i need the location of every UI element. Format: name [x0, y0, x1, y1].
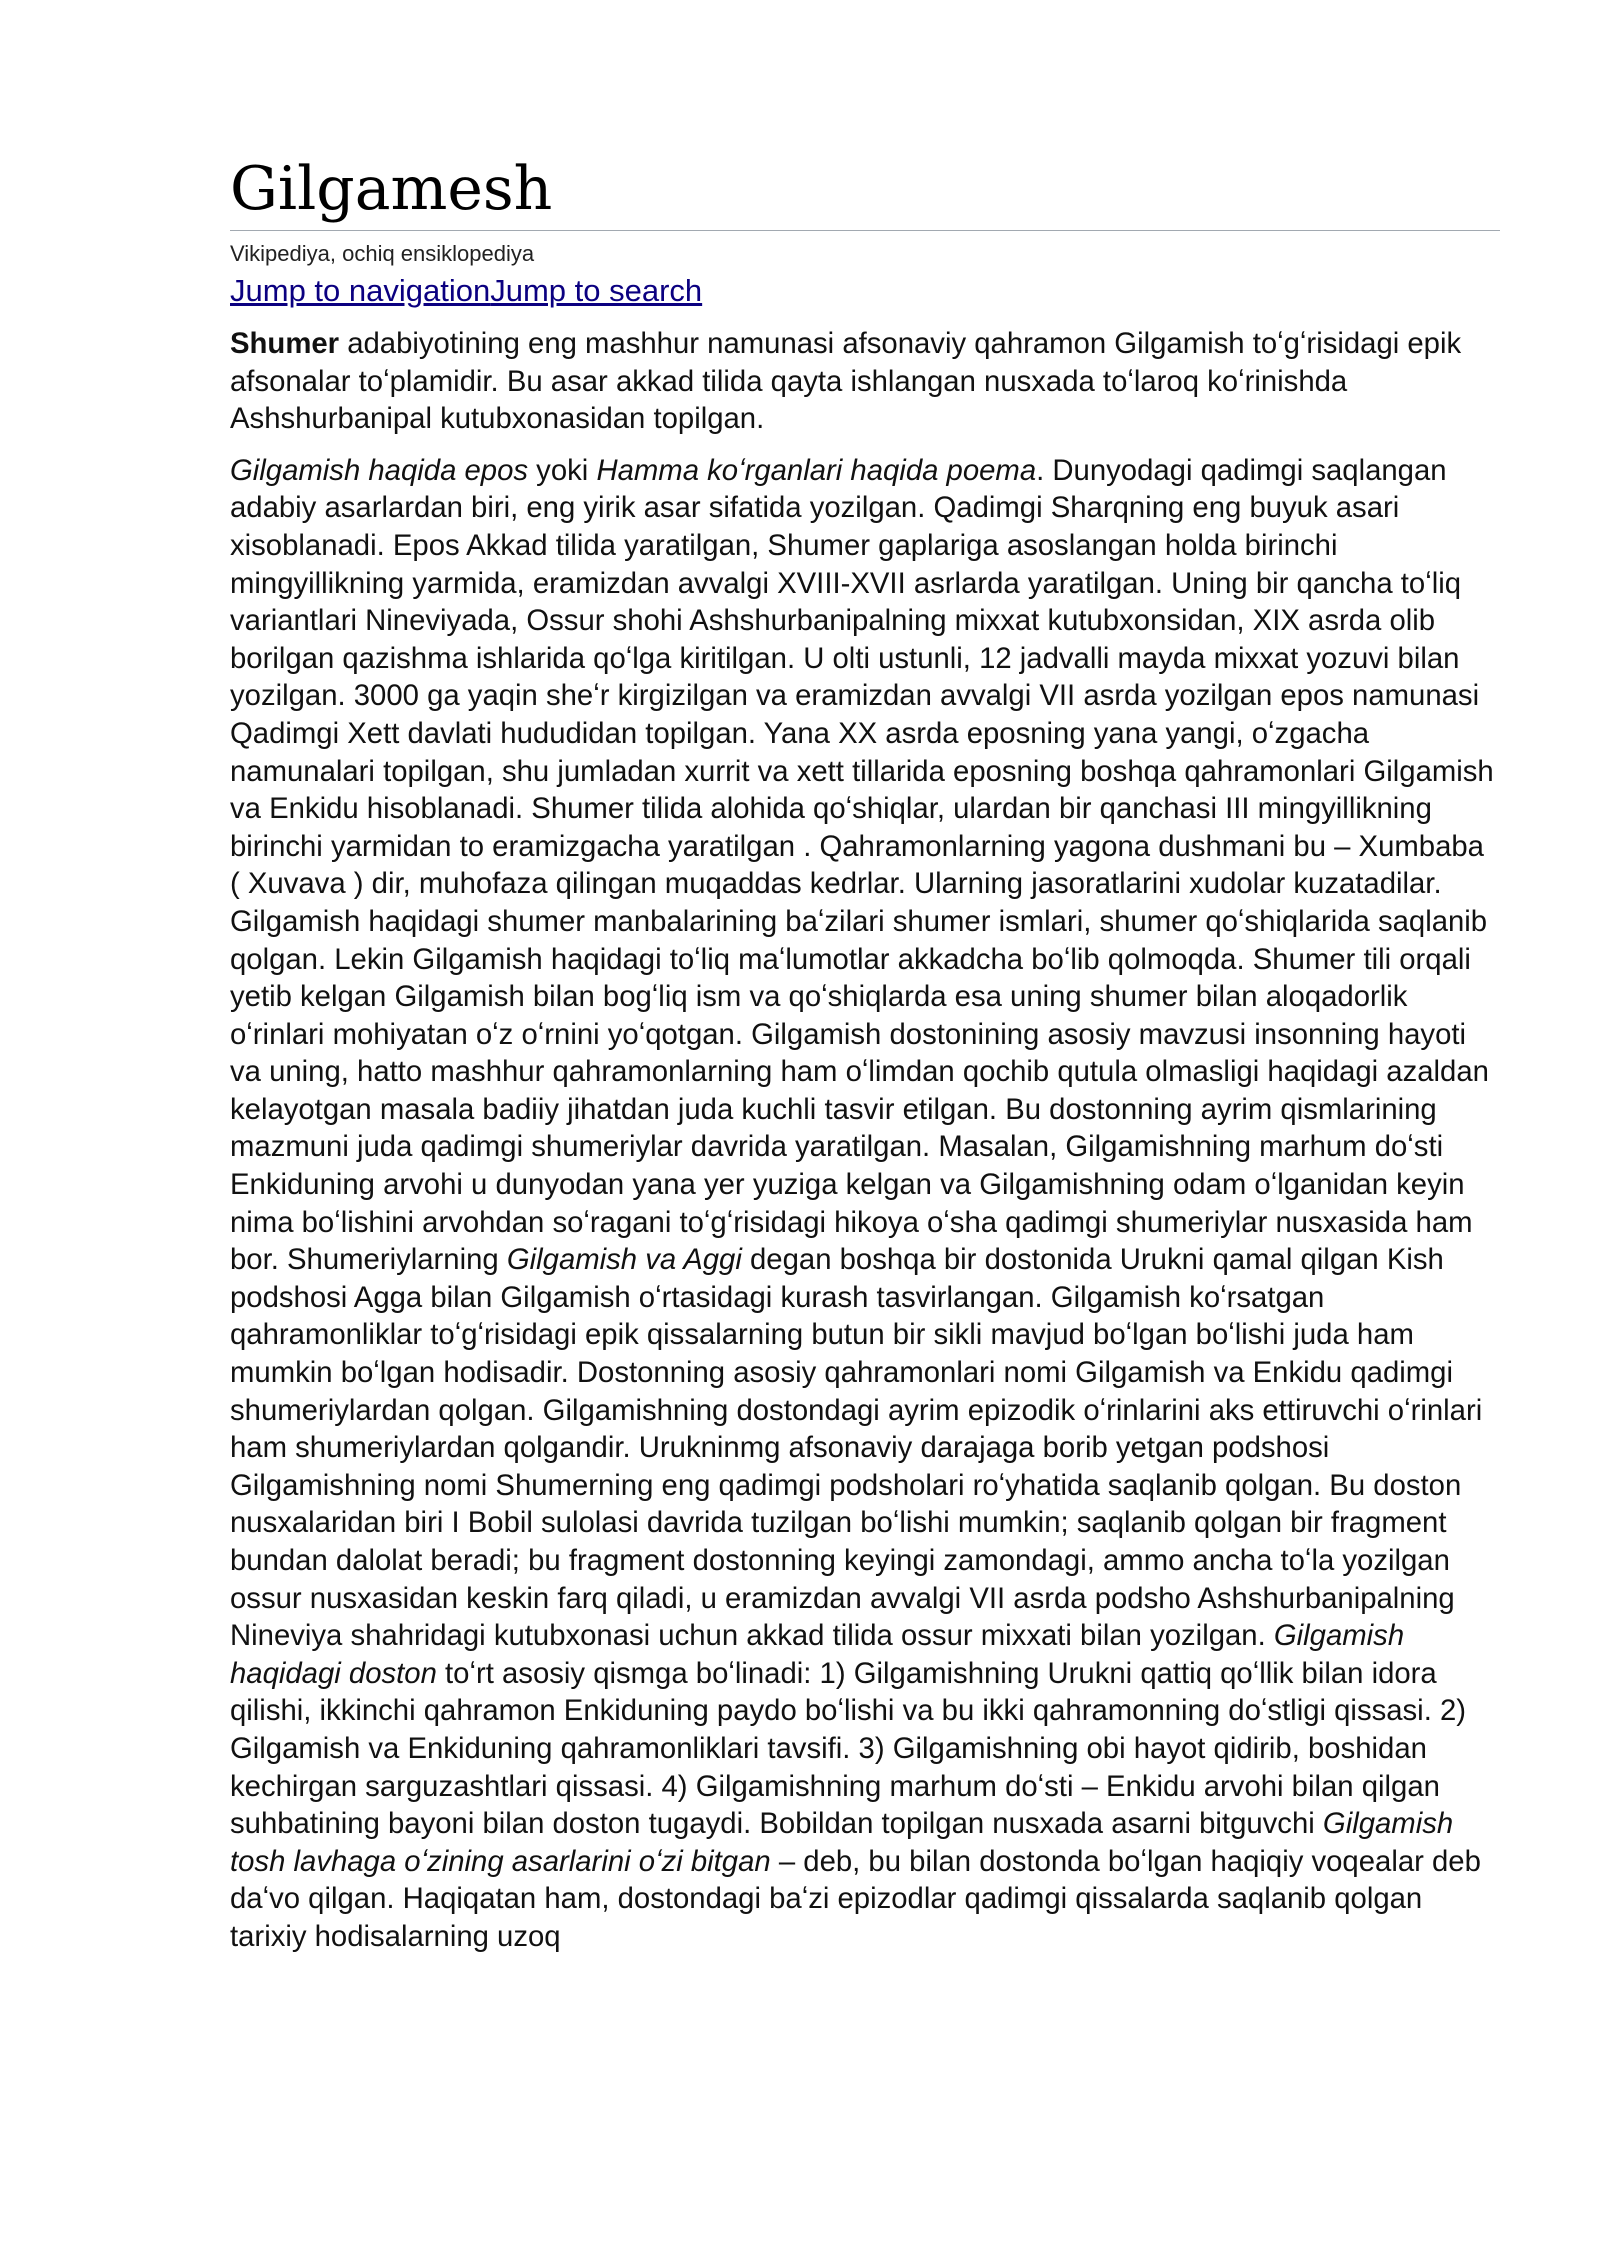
body-text-1: yoki: [528, 453, 597, 487]
body-text-4: toʻrt asosiy qismga boʻlinadi: 1) Gilgamishning Urukni qattiq qoʻllik bilan idora qilishi, ikkinchi qahramon Enkiduning paydo boʻlishi va bu ikki qahramonning doʻstligi qissasi. 2) Gilgamish va Enkiduning qahramonliklari tavsifi. 3) Gilgamishning obi hayot qidirib, boshidan kechirgan sarguzashtlari qissasi. 4) Gilgamishning marhum doʻsti – Enkidu arvohi bilan qilgan suhbatining bayoni bilan doston tugaydi. Bobildan topilgan nusxada asarni bitguvchi: [230, 1656, 1467, 1841]
epic-title-3: Gilgamish va Aggi: [506, 1243, 742, 1277]
jump-links: [230, 271, 1500, 311]
page-title: Gilgamesh: [230, 150, 1500, 231]
site-tagline: Vikipediya, ochiq ensiklopediya: [230, 241, 535, 266]
intro-paragraph: [230, 325, 1500, 438]
epic-title-2: Hamma koʻrganlari haqida poema: [596, 453, 1037, 487]
jump-to-navigation-link[interactable]: Jump to navigation: [230, 273, 491, 308]
body-paragraph: [230, 452, 1500, 1956]
intro-text: adabiyotining eng mashhur namunasi afsonaviy qahramon Gilgamish toʻgʻrisidagi epik afsonalar toʻplamidir. Bu asar akkad tilida qayta ishlangan nusxada toʻlaroq koʻrinishda Ashshurbanipal kutubxonasidan topilgan.: [230, 327, 1462, 436]
epic-title-1: Gilgamish haqida epos: [230, 453, 529, 487]
epic-title-4: Gilgamish haqidagi doston: [230, 1619, 1405, 1690]
quote-italic: Gilgamish tosh lavhaga oʻzining asarlarini oʻzi bitgan: [230, 1807, 1454, 1878]
body-text-5: – deb, bu bilan dostonda boʻlgan haqiqiy voqealar deb daʻvo qilgan. Haqiqatan ham, dostondagi baʻzi epizodlar qadimgi qissalarda saqlanib qolgan tarixiy hodisalarning uzoq: [230, 1844, 1481, 1953]
body-text-2: . Dunyodagi qadimgi saqlangan adabiy asarlardan biri, eng yirik asar sifatida yozilgan. Qadimgi Sharqning eng buyuk asari xisoblanadi. Epos Akkad tilida yaratilgan, Shumer gaplariga asoslangan holda birinchi mingyillikning yarmida, eramizdan avvalgi XVIII-XVII asrlarda yaratilgan. Uning bir qancha toʻliq variantlari Nineviyada, Ossur shohi Ashshurbanipalning mixxat kutubxonsidan, XIX asrda olib borilgan qazishma ishlarida qoʻlga kiritilgan. U olti ustunli, 12 jadvalli mayda mixxat yozuvi bilan yozilgan. 3000 ga yaqin sheʻr kirgizilgan va eramizdan avvalgi VII asrda yozilgan epos namunasi Qadimgi Xett davlati hududidan topilgan. Yana XX asrda eposning yana yangi, oʻzgacha namunalari topilgan, shu jumladan xurrit va xett tillarida eposning boshqa qahramonlari Gilgamish va Enkidu hisoblanadi. Shumer tilida alohida qoʻshiqlar, ulardan bir qanchasi III mingyillikning birinchi yarmidan to eramizgacha yaratilgan . Qahramonlarning yagona dushmani bu – Xumbaba ( Xuvava ) dir, muhofaza qilingan muqaddas kedrlar. Ularning jasoratlarini xudolar kuzatadilar. Gilgamish haqidagi shumer manbalarining baʻzilari shumer ismlari, shumer qoʻshiqlarida saqlanib qolgan. Lekin Gilgamish haqidagi toʻliq maʻlumotlar akkadcha boʻlib qolmoqda. Shumer tili orqali yetib kelgan Gilgamish bilan bogʻliq ism va qoʻshiqlarda esa uning shumer bilan aloqadorlik oʻrinlari mohiyatan oʻz oʻrnini yoʻqotgan. Gilgamish dostonining asosiy mavzusi insonning hayoti va uning, hatto mashhur qahramonlarning ham oʻlimdan qochib qutula olmasligi haqidagi azaldan kelayotgan masala badiiy jihatdan juda kuchli tasvir etilgan. Bu dostonning ayrim qismlarining mazmuni juda qadimgi shumeriylar davrida yaratilgan. Masalan, Gilgamishning marhum doʻsti Enkiduning arvohi u dunyodan yana yer yuziga kelgan va Gilgamishning odam oʻlganidan keyin nima boʻlishini arvohdan soʻragani toʻgʻrisidagi hikoya oʻsha qadimgi shumeriylar nusxasida ham bor. Shumeriylarning: [230, 453, 1494, 1277]
article-page: [230, 150, 1500, 1956]
jump-to-search-link[interactable]: Jump to search: [490, 273, 703, 308]
body-text-3: degan boshqa bir dostonida Urukni qamal qilgan Kish podshosi Agga bilan Gilgamish oʻrtasidagi kurash tasvirlangan. Gilgamish koʻrsatgan qahramonliklar toʻgʻrisidagi epik qissalarning butun bir sikli mavjud boʻlgan boʻlishi juda ham mumkin boʻlgan hodisadir. Dostonning asosiy qahramonlari nomi Gilgamish va Enkidu qadimgi shumeriylardan qolgan. Gilgamishning dostondagi ayrim epizodik oʻrinlarini aks ettiruvchi oʻrinlari ham shumeriylardan qolgandir. Urukninmg afsonaviy darajaga borib yetgan podshosi Gilgamishning nomi Shumerning eng qadimgi podsholari roʻyhatida saqlanib qolgan. Bu doston nusxalaridan biri I Bobil sulolasi davrida tuzilgan boʻlishi mumkin; saqlanib qolgan bir fragment bundan dalolat beradi; bu fragment dostonning keyingi zamondagi, ammo ancha toʻla yozilgan ossur nusxasidan keskin farq qiladi, u eramizdan avvalgi VII asrda podsho Ashshurbanipalning Nineviya shahridagi kutubxonasi uchun akkad tilida ossur mixxati bilan yozilgan.: [230, 1243, 1483, 1653]
bold-lead-term: Shumer: [230, 327, 340, 360]
